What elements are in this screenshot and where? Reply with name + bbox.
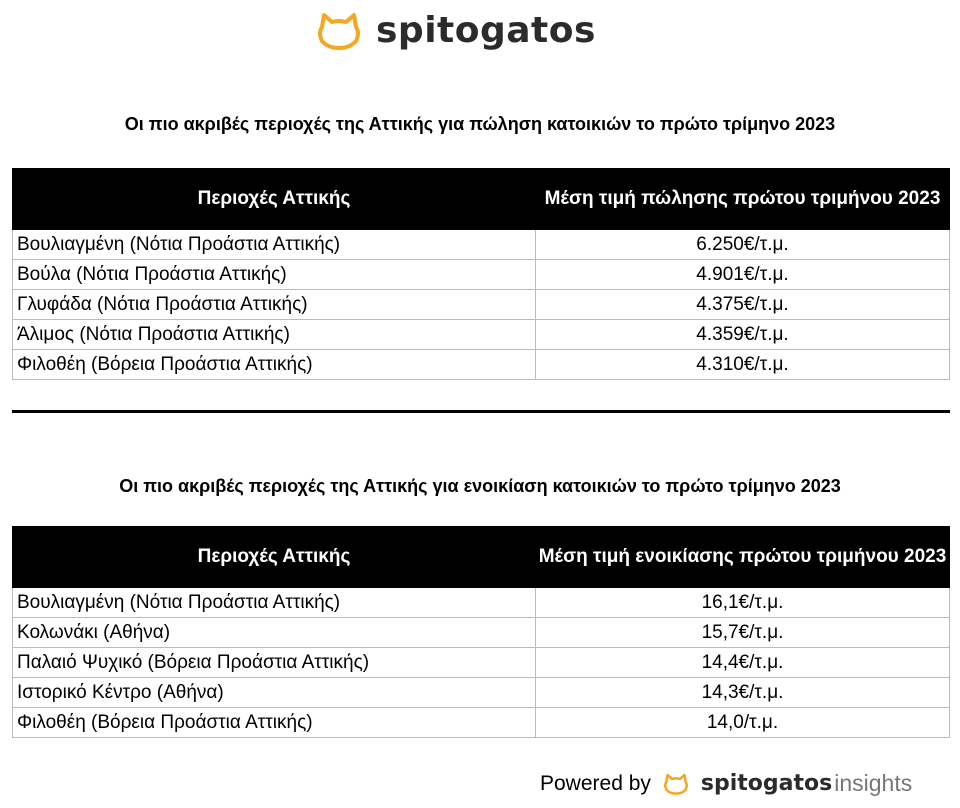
- price-cell: 14,4€/τ.μ.: [536, 648, 950, 678]
- price-cell: 14,3€/τ.μ.: [536, 678, 950, 708]
- header-price: Μέση τιμή ενοικίασης πρώτου τριμήνου 2023: [536, 527, 950, 588]
- header-area: Περιοχές Αττικής: [13, 527, 536, 588]
- price-cell: 4.310€/τ.μ.: [536, 350, 950, 380]
- area-cell: Γλυφάδα (Νότια Προάστια Αττικής): [13, 290, 536, 320]
- footer-suffix: insights: [834, 770, 913, 796]
- area-cell: Φιλοθέη (Βόρεια Προάστια Αττικής): [13, 350, 536, 380]
- area-cell: Άλιμος (Νότια Προάστια Αττικής): [13, 320, 536, 350]
- area-cell: Παλαιό Ψυχικό (Βόρεια Προάστια Αττικής): [13, 648, 536, 678]
- logo-text: spitogatos: [376, 10, 596, 51]
- table-row: [13, 618, 950, 648]
- price-cell: 15,7€/τ.μ.: [536, 618, 950, 648]
- table-row: [13, 260, 950, 290]
- powered-by-label: Powered by: [540, 771, 651, 795]
- table-row: [13, 230, 950, 260]
- rent-table: [12, 526, 950, 738]
- price-cell: 6.250€/τ.μ.: [536, 230, 950, 260]
- table-row: [13, 588, 950, 618]
- header-price: Μέση τιμή πώλησης πρώτου τριμήνου 2023: [536, 169, 950, 230]
- price-cell: 16,1€/τ.μ.: [536, 588, 950, 618]
- price-cell: 4.359€/τ.μ.: [536, 320, 950, 350]
- sale-table: [12, 168, 950, 380]
- price-cell: 4.375€/τ.μ.: [536, 290, 950, 320]
- area-cell: Βούλα (Νότια Προάστια Αττικής): [13, 260, 536, 290]
- table-row: [13, 350, 950, 380]
- cat-icon: [316, 11, 362, 51]
- table-row: [13, 708, 950, 738]
- area-cell: Ιστορικό Κέντρο (Αθήνα): [13, 678, 536, 708]
- area-cell: Βουλιαγμένη (Νότια Προάστια Αττικής): [13, 230, 536, 260]
- table-row: [13, 290, 950, 320]
- sale-table-title: Οι πιο ακριβές περιοχές της Αττικής για πώληση κατοικιών το πρώτο τρίμηνο 2023: [124, 114, 836, 134]
- rent-table-title: Οι πιο ακριβές περιοχές της Αττικής για ενοικίαση κατοικιών το πρώτο τρίμηνο 2023: [119, 476, 841, 496]
- area-cell: Κολωνάκι (Αθήνα): [13, 618, 536, 648]
- area-cell: Βουλιαγμένη (Νότια Προάστια Αττικής): [13, 588, 536, 618]
- header-area: Περιοχές Αττικής: [13, 169, 536, 230]
- price-cell: 14,0/τ.μ.: [536, 708, 950, 738]
- spitogatos-logo: [316, 10, 596, 51]
- price-cell: 4.901€/τ.μ.: [536, 260, 950, 290]
- cat-icon: [663, 772, 689, 796]
- table-row: [13, 320, 950, 350]
- area-cell: Φιλοθέη (Βόρεια Προάστια Αττικής): [13, 708, 536, 738]
- table-row: [13, 678, 950, 708]
- section-divider: [12, 410, 950, 413]
- footer: [540, 770, 912, 797]
- footer-brand: spitogatos: [700, 771, 833, 796]
- table-row: [13, 648, 950, 678]
